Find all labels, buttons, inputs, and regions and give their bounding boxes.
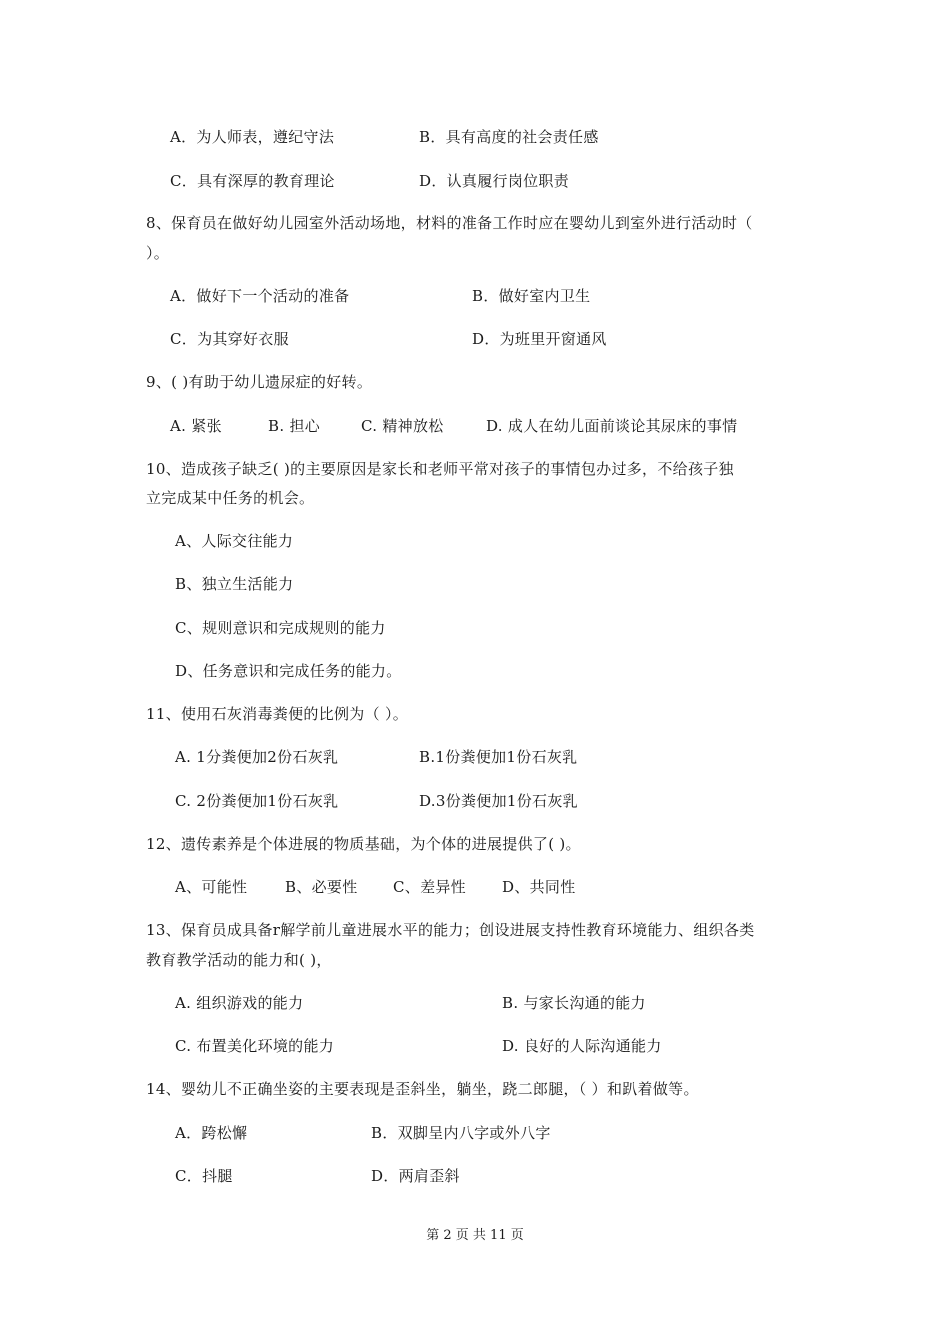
q8-option-c: C．为其穿好衣服 <box>170 330 289 348</box>
q11-option-c: C. 2份粪便加1份石灰乳 <box>175 792 339 810</box>
q9-option-b: B. 担心 <box>268 417 321 435</box>
q9-option-c: C. 精神放松 <box>361 417 444 435</box>
q11-option-b: B.1份粪便加1份石灰乳 <box>419 748 578 766</box>
q8-option-a: A．做好下一个活动的准备 <box>170 287 350 305</box>
q10-option-a: A、人际交往能力 <box>175 532 294 550</box>
q9-option-d: D. 成人在幼儿面前谈论其尿床的事情 <box>486 417 738 435</box>
q7-option-a: A．为人师表，遵纪守法 <box>170 128 335 146</box>
q9-option-a: A. 紧张 <box>170 417 222 435</box>
q8-stem-line2: ）。 <box>146 244 170 262</box>
q14-stem: 14、婴幼儿不正确坐姿的主要表现是歪斜坐，躺坐，跷二郎腿，（ ）和趴着做等。 <box>146 1080 699 1098</box>
q13-option-c: C. 布置美化环境的能力 <box>175 1037 335 1055</box>
q12-option-a: A、可能性 <box>175 878 248 896</box>
q14-option-a: A．跨松懈 <box>175 1124 248 1142</box>
q11-option-a: A. 1分粪便加2份石灰乳 <box>175 748 339 766</box>
q13-option-b: B. 与家长沟通的能力 <box>502 994 646 1012</box>
q7-option-c: C．具有深厚的教育理论 <box>170 172 335 190</box>
q11-stem: 11、使用石灰消毒粪便的比例为（ ）。 <box>146 705 409 723</box>
page-number-footer: 第 2 页 共 11 页 <box>426 1228 524 1243</box>
q8-option-b: B．做好室内卫生 <box>472 287 591 305</box>
q12-option-c: C、差异性 <box>393 878 466 896</box>
q10-option-d: D、任务意识和完成任务的能力。 <box>175 662 402 680</box>
q8-stem-line1: 8、保育员在做好幼儿园室外活动场地，材料的准备工作时应在婴幼儿到室外进行活动时（ <box>146 214 753 232</box>
q12-option-b: B、必要性 <box>285 878 358 896</box>
q10-option-b: B、独立生活能力 <box>175 575 294 593</box>
q14-option-d: D．两肩歪斜 <box>371 1167 460 1185</box>
q13-option-d: D. 良好的人际沟通能力 <box>502 1037 662 1055</box>
q12-option-d: D、共同性 <box>502 878 576 896</box>
q10-stem-line2: 立完成某中任务的机会。 <box>146 489 315 507</box>
q7-option-b: B．具有高度的社会责任感 <box>419 128 599 146</box>
q10-stem-line1: 10、造成孩子缺乏( )的主要原因是家长和老师平常对孩子的事情包办过多，不给孩子独 <box>146 460 734 478</box>
q13-stem-line1: 13、保育员成具备r解学前儿童进展水平的能力；创设进展支持性教育环境能力、组织各类 <box>146 921 755 939</box>
q13-option-a: A. 组织游戏的能力 <box>175 994 304 1012</box>
q14-option-c: C．抖腿 <box>175 1167 233 1185</box>
q11-option-d: D.3份粪便加1份石灰乳 <box>419 792 578 810</box>
q7-option-d: D．认真履行岗位职责 <box>419 172 570 190</box>
q10-option-c: C、规则意识和完成规则的能力 <box>175 619 386 637</box>
q13-stem-line2: 教育教学活动的能力和( )， <box>146 951 332 969</box>
q8-option-d: D．为班里开窗通风 <box>472 330 607 348</box>
q9-stem: 9、( )有助于幼儿遗尿症的好转。 <box>146 373 373 391</box>
q14-option-b: B．双脚呈内八字或外八字 <box>371 1124 551 1142</box>
q12-stem: 12、遗传素养是个体进展的物质基础，为个体的进展提供了( )。 <box>146 835 581 853</box>
